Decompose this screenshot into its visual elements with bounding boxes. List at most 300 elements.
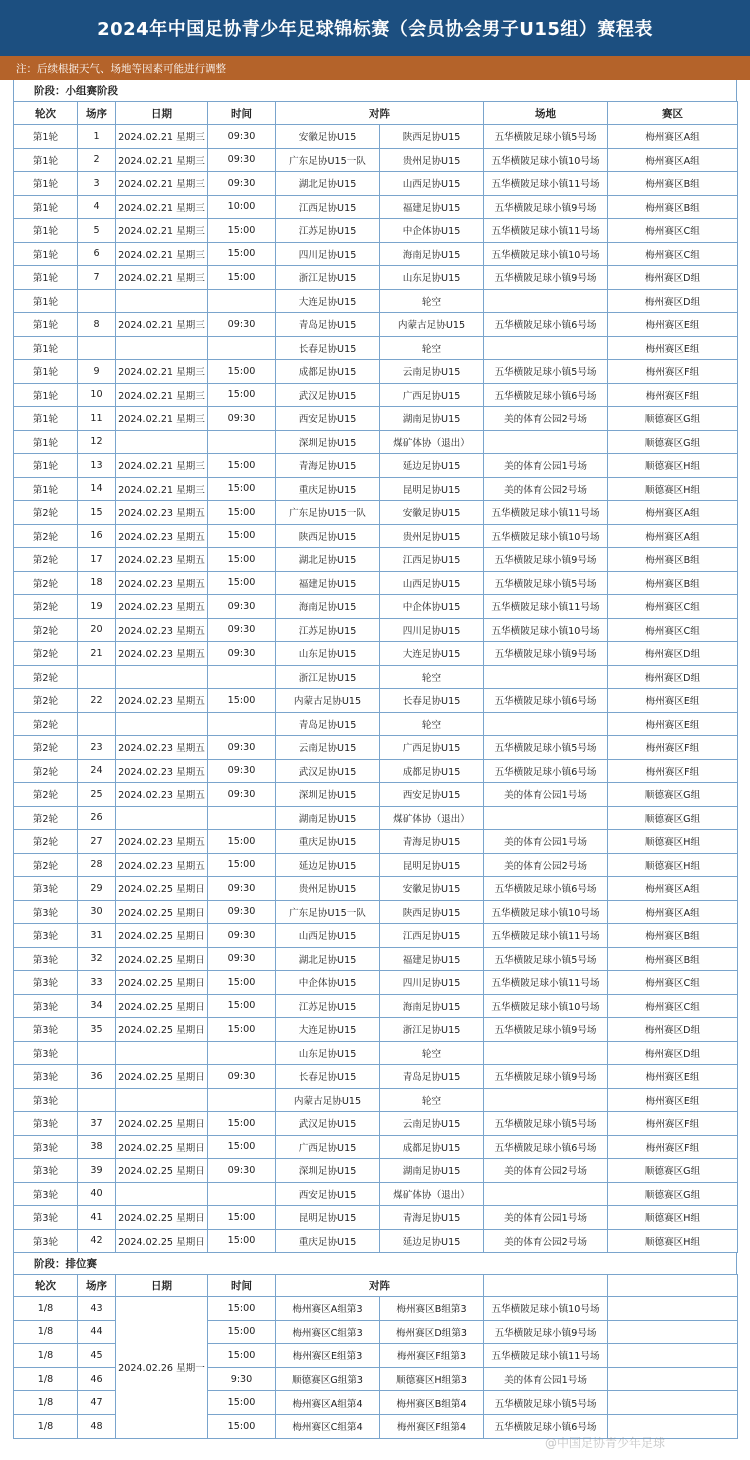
watermark: @中国足协青少年足球: [545, 1436, 666, 1450]
cell-time: 15:00: [208, 853, 276, 877]
cell-division: 梅州赛区A组: [608, 148, 738, 172]
table-row: [14, 665, 738, 689]
cell-match-no: [78, 289, 116, 313]
cell-division: 梅州赛区B组: [608, 195, 738, 219]
cell-home-team: 昆明足协U15: [276, 1206, 380, 1230]
table-row: [14, 148, 738, 172]
cell-date: 2024.02.21 星期三: [116, 125, 208, 149]
cell-venue: 五华横陂足球小镇6号场: [484, 1414, 608, 1438]
cell-round: 1/8: [14, 1344, 78, 1368]
cell-venue: 五华横陂足球小镇5号场: [484, 736, 608, 760]
cell-date: 2024.02.21 星期三: [116, 454, 208, 478]
cell-away-team: 顺德赛区H组第3: [380, 1367, 484, 1391]
col-header-date: 日期: [116, 1275, 208, 1297]
cell-match-no: 8: [78, 313, 116, 337]
cell-match-no: 17: [78, 548, 116, 572]
cell-away-team: 湖南足协U15: [380, 407, 484, 431]
cell-match-no: 42: [78, 1229, 116, 1253]
table-row: [14, 994, 738, 1018]
cell-match-no: 20: [78, 618, 116, 642]
group-stage-table: [13, 101, 738, 1253]
cell-away-team: 贵州足协U15: [380, 524, 484, 548]
table-row: [14, 313, 738, 337]
cell-division: 梅州赛区A组: [608, 877, 738, 901]
cell-time: 15:00: [208, 477, 276, 501]
table-row: [14, 759, 738, 783]
cell-away-team: 云南足协U15: [380, 360, 484, 384]
cell-away-team: 江西足协U15: [380, 548, 484, 572]
cell-venue: 五华横陂足球小镇5号场: [484, 360, 608, 384]
cell-round: 第2轮: [14, 618, 78, 642]
cell-round: 1/8: [14, 1414, 78, 1438]
cell-match-no: 44: [78, 1320, 116, 1344]
cell-time: 15:00: [208, 501, 276, 525]
cell-away-team: 成都足协U15: [380, 1135, 484, 1159]
cell-division: 顺德赛区G组: [608, 806, 738, 830]
cell-home-team: 青岛足协U15: [276, 313, 380, 337]
cell-time: 15:00: [208, 571, 276, 595]
cell-round: 第1轮: [14, 360, 78, 384]
cell-venue: [484, 712, 608, 736]
cell-venue: 五华横陂足球小镇9号场: [484, 1065, 608, 1089]
cell-home-team: 贵州足协U15: [276, 877, 380, 901]
cell-match-no: 10: [78, 383, 116, 407]
cell-home-team: 湖北足协U15: [276, 172, 380, 196]
cell-home-team: 安徽足协U15: [276, 125, 380, 149]
cell-date: 2024.02.25 星期日: [116, 1159, 208, 1183]
cell-division: 梅州赛区E组: [608, 689, 738, 713]
cell-time: 09:30: [208, 595, 276, 619]
cell-home-team: 广东足协U15一队: [276, 900, 380, 924]
cell-home-team: 武汉足协U15: [276, 759, 380, 783]
cell-home-team: 内蒙古足协U15: [276, 689, 380, 713]
cell-division: 梅州赛区C组: [608, 242, 738, 266]
cell-home-team: 顺德赛区G组第3: [276, 1367, 380, 1391]
cell-away-team: 青海足协U15: [380, 1206, 484, 1230]
cell-date: 2024.02.23 星期五: [116, 524, 208, 548]
cell-division: 顺德赛区G组: [608, 430, 738, 454]
cell-round: 1/8: [14, 1391, 78, 1415]
cell-round: 第2轮: [14, 548, 78, 572]
cell-venue: [484, 1041, 608, 1065]
cell-away-team: 梅州赛区F组第4: [380, 1414, 484, 1438]
cell-venue: 五华横陂足球小镇9号场: [484, 195, 608, 219]
cell-match-no: 24: [78, 759, 116, 783]
cell-home-team: 海南足协U15: [276, 595, 380, 619]
cell-time: 15:00: [208, 689, 276, 713]
cell-venue: 五华横陂足球小镇5号场: [484, 125, 608, 149]
cell-round: 1/8: [14, 1320, 78, 1344]
cell-round: 第1轮: [14, 477, 78, 501]
cell-round: 第3轮: [14, 1041, 78, 1065]
cell-division: 顺德赛区H组: [608, 454, 738, 478]
cell-venue: 五华横陂足球小镇9号场: [484, 266, 608, 290]
cell-round: 第3轮: [14, 1206, 78, 1230]
cell-match-no: 30: [78, 900, 116, 924]
cell-match-no: 6: [78, 242, 116, 266]
cell-date: 2024.02.25 星期日: [116, 877, 208, 901]
cell-venue: 五华横陂足球小镇11号场: [484, 1344, 608, 1368]
cell-home-team: 湖南足协U15: [276, 806, 380, 830]
cell-venue: 五华横陂足球小镇11号场: [484, 172, 608, 196]
cell-away-team: 浙江足协U15: [380, 1018, 484, 1042]
cell-match-no: 11: [78, 407, 116, 431]
cell-venue: [484, 1088, 608, 1112]
table-row: [14, 219, 738, 243]
cell-match-no: 26: [78, 806, 116, 830]
cell-round: 第1轮: [14, 430, 78, 454]
table-row: [14, 548, 738, 572]
cell-venue: 五华横陂足球小镇6号场: [484, 689, 608, 713]
cell-round: 第3轮: [14, 971, 78, 995]
table-row: [14, 1229, 738, 1253]
cell-match-no: 34: [78, 994, 116, 1018]
cell-time: 15:00: [208, 1391, 276, 1415]
cell-home-team: 江西足协U15: [276, 195, 380, 219]
cell-match-no: 3: [78, 172, 116, 196]
ranking-stage-table: [13, 1274, 738, 1439]
cell-division: 梅州赛区B组: [608, 924, 738, 948]
table-row: [14, 971, 738, 995]
cell-venue: 五华横陂足球小镇10号场: [484, 994, 608, 1018]
cell-round: 第2轮: [14, 783, 78, 807]
cell-date: 2024.02.21 星期三: [116, 242, 208, 266]
cell-match-no: 46: [78, 1367, 116, 1391]
cell-match-no: 35: [78, 1018, 116, 1042]
cell-away-team: 内蒙古足协U15: [380, 313, 484, 337]
col-header-venue: 场地: [484, 102, 608, 125]
cell-home-team: 重庆足协U15: [276, 477, 380, 501]
table-row: [14, 524, 738, 548]
cell-venue: 五华横陂足球小镇6号场: [484, 759, 608, 783]
cell-round: 第1轮: [14, 195, 78, 219]
cell-match-no: 31: [78, 924, 116, 948]
cell-away-team: 煤矿体协（退出）: [380, 430, 484, 454]
cell-time: 15:00: [208, 219, 276, 243]
table-row: [14, 1135, 738, 1159]
cell-time: 10:00: [208, 195, 276, 219]
cell-home-team: 武汉足协U15: [276, 383, 380, 407]
cell-division: 梅州赛区E组: [608, 712, 738, 736]
cell-away-team: 延边足协U15: [380, 454, 484, 478]
cell-home-team: 重庆足协U15: [276, 1229, 380, 1253]
table-row: [14, 830, 738, 854]
ranking-stage-header-row: [14, 1275, 738, 1297]
cell-division: 梅州赛区F组: [608, 1112, 738, 1136]
cell-match-no: 41: [78, 1206, 116, 1230]
cell-date: 2024.02.21 星期三: [116, 148, 208, 172]
table-row: [14, 1018, 738, 1042]
cell-round: 第3轮: [14, 947, 78, 971]
cell-away-team: 青岛足协U15: [380, 1065, 484, 1089]
table-row: [14, 1182, 738, 1206]
cell-round: 第3轮: [14, 924, 78, 948]
cell-home-team: 延边足协U15: [276, 853, 380, 877]
cell-time: [208, 712, 276, 736]
cell-time: 09:30: [208, 736, 276, 760]
cell-time: 09:30: [208, 783, 276, 807]
cell-away-team: 湖南足协U15: [380, 1159, 484, 1183]
cell-away-team: 山东足协U15: [380, 266, 484, 290]
cell-away-team: 煤矿体协（退出）: [380, 806, 484, 830]
cell-time: [208, 336, 276, 360]
cell-date: 2024.02.21 星期三: [116, 407, 208, 431]
cell-division: 梅州赛区A组: [608, 900, 738, 924]
cell-venue: 五华横陂足球小镇10号场: [484, 242, 608, 266]
cell-match-no: 21: [78, 642, 116, 666]
col-header-matchup: 对阵: [276, 102, 484, 125]
cell-match-no: 9: [78, 360, 116, 384]
cell-division: 顺德赛区H组: [608, 1229, 738, 1253]
cell-round: 第2轮: [14, 595, 78, 619]
cell-round: 第1轮: [14, 454, 78, 478]
table-row: [14, 289, 738, 313]
cell-division: 梅州赛区B组: [608, 571, 738, 595]
cell-away-team: 轮空: [380, 1041, 484, 1065]
cell-venue: 五华横陂足球小镇11号场: [484, 219, 608, 243]
cell-away-team: 轮空: [380, 289, 484, 313]
cell-time: 15:00: [208, 360, 276, 384]
cell-time: [208, 1182, 276, 1206]
cell-away-team: 福建足协U15: [380, 195, 484, 219]
cell-division: 梅州赛区E组: [608, 1088, 738, 1112]
table-row: [14, 642, 738, 666]
cell-division: 梅州赛区F组: [608, 1135, 738, 1159]
cell-date: [116, 1182, 208, 1206]
table-row: [14, 900, 738, 924]
cell-away-team: 轮空: [380, 712, 484, 736]
cell-venue: 美的体育公园1号场: [484, 1367, 608, 1391]
cell-away-team: 煤矿体协（退出）: [380, 1182, 484, 1206]
cell-round: 第3轮: [14, 1018, 78, 1042]
cell-home-team: 西安足协U15: [276, 407, 380, 431]
cell-match-no: 33: [78, 971, 116, 995]
cell-time: 15:00: [208, 383, 276, 407]
cell-match-no: 4: [78, 195, 116, 219]
cell-division: 梅州赛区C组: [608, 595, 738, 619]
cell-round: 第2轮: [14, 712, 78, 736]
cell-away-team: 中企体协U15: [380, 219, 484, 243]
cell-match-no: 28: [78, 853, 116, 877]
cell-time: 09:30: [208, 759, 276, 783]
cell-away-team: 梅州赛区B组第4: [380, 1391, 484, 1415]
cell-home-team: 成都足协U15: [276, 360, 380, 384]
table-row: [14, 195, 738, 219]
table-row: [14, 407, 738, 431]
cell-division: 梅州赛区B组: [608, 172, 738, 196]
cell-time: 15:00: [208, 1135, 276, 1159]
table-row: [14, 125, 738, 149]
cell-home-team: 陕西足协U15: [276, 524, 380, 548]
cell-match-no: 18: [78, 571, 116, 595]
cell-home-team: 山东足协U15: [276, 642, 380, 666]
cell-away-team: 海南足协U15: [380, 994, 484, 1018]
cell-venue: 五华横陂足球小镇10号场: [484, 900, 608, 924]
table-row: [14, 242, 738, 266]
cell-venue: [484, 430, 608, 454]
cell-away-team: 长春足协U15: [380, 689, 484, 713]
cell-division: 梅州赛区D组: [608, 665, 738, 689]
cell-round: 第3轮: [14, 1135, 78, 1159]
cell-venue: 美的体育公园2号场: [484, 407, 608, 431]
table-row: [14, 360, 738, 384]
cell-date: 2024.02.25 星期日: [116, 971, 208, 995]
cell-venue: 五华横陂足球小镇11号场: [484, 501, 608, 525]
cell-time: 09:30: [208, 924, 276, 948]
cell-time: 15:00: [208, 830, 276, 854]
cell-match-no: 39: [78, 1159, 116, 1183]
group-stage-header-row: [14, 102, 738, 125]
cell-home-team: 中企体协U15: [276, 971, 380, 995]
cell-match-no: [78, 1041, 116, 1065]
cell-date: [116, 806, 208, 830]
cell-match-no: 5: [78, 219, 116, 243]
cell-time: 9:30: [208, 1367, 276, 1391]
cell-match-no: 25: [78, 783, 116, 807]
table-row: [14, 595, 738, 619]
cell-match-no: 32: [78, 947, 116, 971]
cell-away-team: 昆明足协U15: [380, 853, 484, 877]
col-header-match-no: 场序: [78, 1275, 116, 1297]
cell-date: 2024.02.23 星期五: [116, 642, 208, 666]
cell-division-empty: [608, 1367, 738, 1391]
cell-home-team: 湖北足协U15: [276, 548, 380, 572]
cell-home-team: 大连足协U15: [276, 1018, 380, 1042]
cell-home-team: 梅州赛区A组第3: [276, 1297, 380, 1321]
cell-division-empty: [608, 1391, 738, 1415]
cell-venue: 五华横陂足球小镇5号场: [484, 947, 608, 971]
cell-match-no: 48: [78, 1414, 116, 1438]
cell-time: 15:00: [208, 1414, 276, 1438]
cell-time: 09:30: [208, 642, 276, 666]
table-row: [14, 430, 738, 454]
cell-match-no: [78, 336, 116, 360]
cell-division: 梅州赛区E组: [608, 313, 738, 337]
cell-time: 15:00: [208, 1206, 276, 1230]
cell-date: 2024.02.23 星期五: [116, 783, 208, 807]
cell-division: 梅州赛区F组: [608, 736, 738, 760]
cell-home-team: 梅州赛区C组第3: [276, 1320, 380, 1344]
cell-time: 15:00: [208, 266, 276, 290]
cell-home-team: 广东足协U15一队: [276, 148, 380, 172]
cell-time: 15:00: [208, 1112, 276, 1136]
col-header-division-empty: [608, 1275, 738, 1297]
cell-date: 2024.02.25 星期日: [116, 1135, 208, 1159]
cell-venue: 五华横陂足球小镇11号场: [484, 595, 608, 619]
cell-time: [208, 665, 276, 689]
cell-date: 2024.02.25 星期日: [116, 1229, 208, 1253]
cell-time: 15:00: [208, 971, 276, 995]
cell-home-team: 青海足协U15: [276, 454, 380, 478]
cell-time: 09:30: [208, 407, 276, 431]
cell-date: [116, 1088, 208, 1112]
cell-away-team: 中企体协U15: [380, 595, 484, 619]
cell-venue: 美的体育公园1号场: [484, 830, 608, 854]
cell-round: 第2轮: [14, 689, 78, 713]
cell-away-team: 贵州足协U15: [380, 148, 484, 172]
cell-away-team: 四川足协U15: [380, 971, 484, 995]
cell-home-team: 广东足协U15一队: [276, 501, 380, 525]
cell-date: [116, 289, 208, 313]
cell-venue: 五华横陂足球小镇9号场: [484, 1320, 608, 1344]
cell-time: [208, 430, 276, 454]
stage-label-ranking: 阶段：排位赛: [13, 1253, 737, 1274]
cell-match-no: [78, 712, 116, 736]
cell-time: 15:00: [208, 1320, 276, 1344]
cell-round: 第2轮: [14, 736, 78, 760]
schedule-note: 注：后续根据天气、场地等因素可能进行调整: [0, 56, 750, 80]
table-row: [14, 172, 738, 196]
cell-match-no: [78, 665, 116, 689]
cell-date: 2024.02.23 星期五: [116, 548, 208, 572]
col-header-date: 日期: [116, 102, 208, 125]
table-row: [14, 783, 738, 807]
cell-time: 09:30: [208, 313, 276, 337]
cell-match-no: 47: [78, 1391, 116, 1415]
cell-division-empty: [608, 1320, 738, 1344]
cell-date: 2024.02.23 星期五: [116, 571, 208, 595]
cell-venue: 美的体育公园1号场: [484, 783, 608, 807]
cell-round: 第2轮: [14, 501, 78, 525]
cell-date: 2024.02.25 星期日: [116, 1206, 208, 1230]
cell-time: 09:30: [208, 172, 276, 196]
cell-round: 第3轮: [14, 1112, 78, 1136]
cell-round: 第2轮: [14, 571, 78, 595]
cell-venue: 五华横陂足球小镇5号场: [484, 1112, 608, 1136]
cell-match-no: 36: [78, 1065, 116, 1089]
cell-division: 顺德赛区H组: [608, 1206, 738, 1230]
cell-match-no: 1: [78, 125, 116, 149]
cell-date: 2024.02.23 星期五: [116, 830, 208, 854]
cell-division: 梅州赛区B组: [608, 947, 738, 971]
cell-division: 梅州赛区A组: [608, 125, 738, 149]
cell-match-no: 29: [78, 877, 116, 901]
cell-home-team: 湖北足协U15: [276, 947, 380, 971]
cell-home-team: 江苏足协U15: [276, 219, 380, 243]
cell-round: 第3轮: [14, 1182, 78, 1206]
cell-away-team: 梅州赛区F组第3: [380, 1344, 484, 1368]
cell-round: 第3轮: [14, 1065, 78, 1089]
cell-venue: [484, 336, 608, 360]
cell-time: 09:30: [208, 1065, 276, 1089]
cell-home-team: 江苏足协U15: [276, 994, 380, 1018]
cell-date: 2024.02.23 星期五: [116, 595, 208, 619]
cell-time: 15:00: [208, 242, 276, 266]
cell-round: 第1轮: [14, 125, 78, 149]
cell-home-team: 长春足协U15: [276, 1065, 380, 1089]
cell-division: 顺德赛区G组: [608, 407, 738, 431]
cell-venue: 五华横陂足球小镇10号场: [484, 524, 608, 548]
cell-home-team: 梅州赛区A组第4: [276, 1391, 380, 1415]
cell-date: 2024.02.23 星期五: [116, 501, 208, 525]
cell-venue: 美的体育公园2号场: [484, 477, 608, 501]
cell-division: 梅州赛区D组: [608, 642, 738, 666]
cell-away-team: 陕西足协U15: [380, 900, 484, 924]
cell-match-no: 27: [78, 830, 116, 854]
cell-date: 2024.02.25 星期日: [116, 1018, 208, 1042]
cell-round: 第1轮: [14, 172, 78, 196]
cell-date: 2024.02.25 星期日: [116, 994, 208, 1018]
cell-division: 梅州赛区A组: [608, 501, 738, 525]
cell-match-no: 45: [78, 1344, 116, 1368]
table-row: [14, 689, 738, 713]
cell-date: 2024.02.25 星期日: [116, 1112, 208, 1136]
cell-home-team: 深圳足协U15: [276, 1159, 380, 1183]
cell-venue: 五华横陂足球小镇5号场: [484, 1391, 608, 1415]
cell-venue: [484, 1182, 608, 1206]
table-row: [14, 853, 738, 877]
cell-home-team: 重庆足协U15: [276, 830, 380, 854]
